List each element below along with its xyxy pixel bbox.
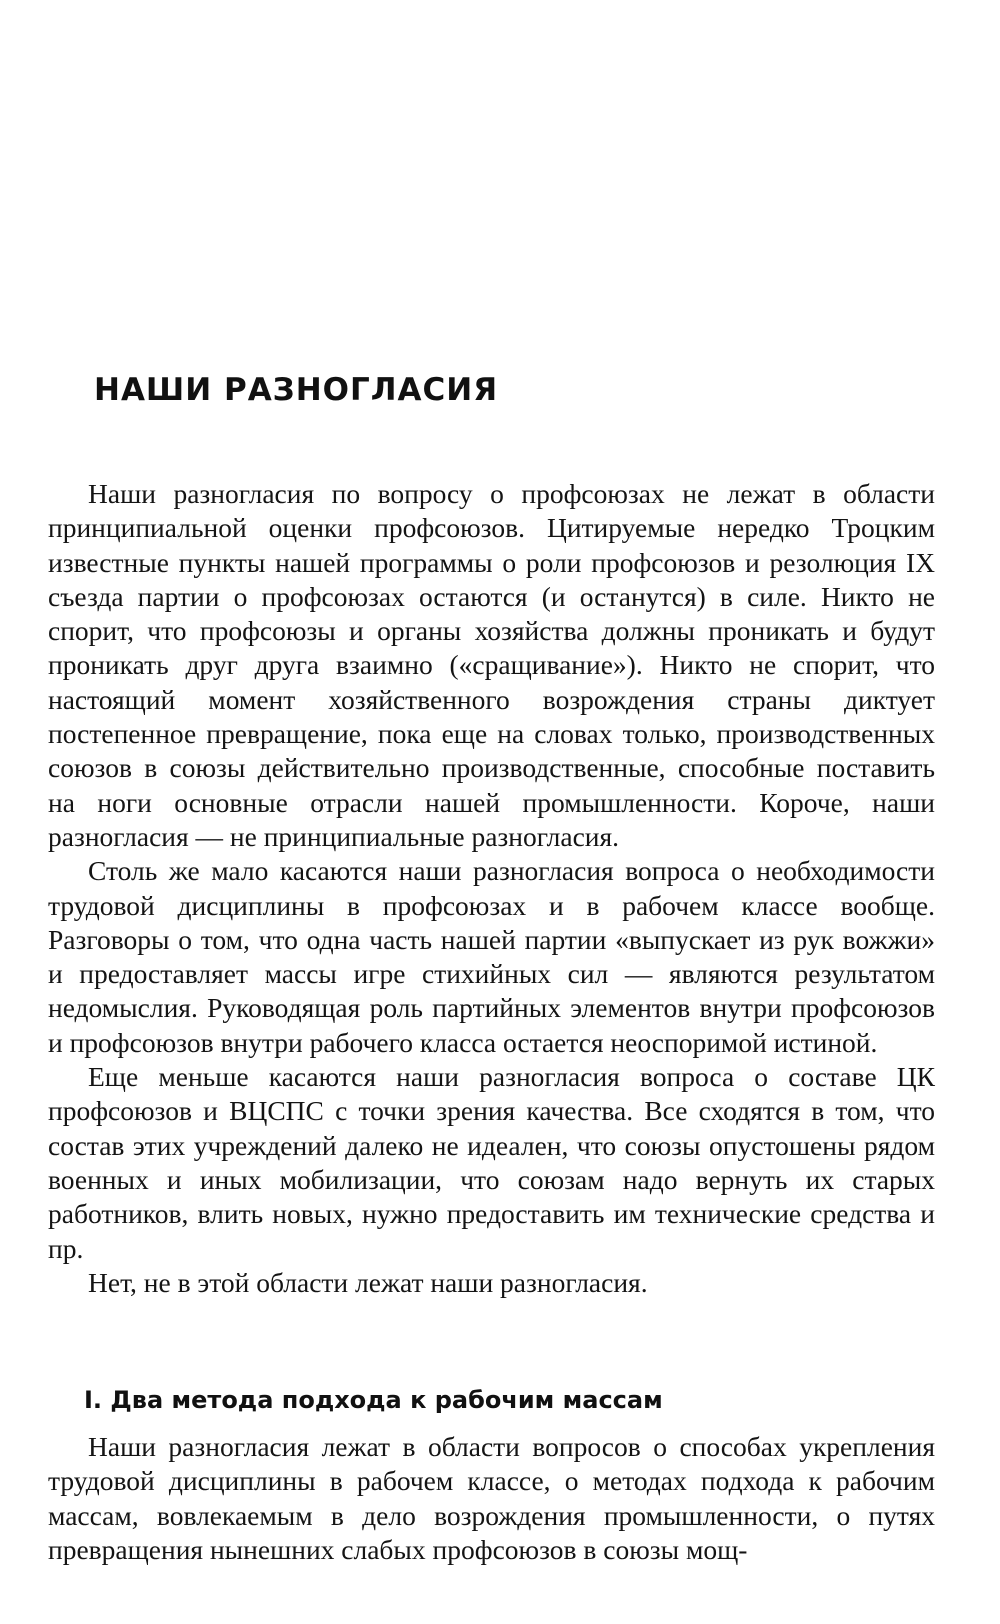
- section-text-block: [48, 1430, 935, 1567]
- chapter-title: НАШИ РАЗНОГЛАСИЯ: [94, 372, 499, 408]
- paragraph: Столь же мало касаются наши разногласия вопроса о необходимости трудовой дисциплины в профсоюзах и в рабочем классе вообще. Разговоры о том, что одна часть нашей партии «выпускает из рук вожжи» и предоставляет массы игре стихийных сил — являются результатом недомыслия. Руководящая роль партийных элементов внутри профсоюзов и профсоюзов внутри рабочего класса остается неоспоримой истиной.: [48, 855, 935, 1058]
- paragraph: Еще меньше касаются наши разногласия вопроса о составе ЦК профсоюзов и ВЦСПС с точки зрения качества. Все сходятся в том, что состав этих учреждений далеко не идеален, что союзы опустошены рядом военных и иных мобилизации, что союзам надо вернуть их старых работников, влить новых, нужно предоставить им технические средства и пр.: [48, 1061, 935, 1264]
- paragraph: Наши разногласия лежат в области вопросов о способах укрепления трудовой дисциплины в рабочем классе, о методах подхода к рабочим массам, вовлекаемым в дело возрождения промышленности, о путях превращения нынешних слабых профсоюзов в союзы мощ-: [48, 1431, 935, 1565]
- section-heading: I. Два метода подхода к рабочим массам: [84, 1386, 663, 1414]
- paragraph: Нет, не в этой области лежат наши разногласия.: [88, 1266, 648, 1298]
- paragraph: Наши разногласия по вопросу о профсоюзах не лежат в области принципиальной оценки профсоюзов. Цитируемые нередко Троцким известные пункты нашей программы о роли профсоюзов и резолюция IX съезда партии о профсоюзах остаются (и останутся) в силе. Никто не спорит, что профсоюзы и органы хозяйства должны проникать и будут проникать друг друга взаимно («сращивание»). Никто не спорит, что настоящий момент хозяйственного возрождения страны диктует постепенное превращение, пока еще на словах только, производственных союзов в союзы действительно производственные, способные поставить на ноги основные отрасли нашей промышленности. Короче, наши разногласия — не принципиальные разногласия.: [48, 478, 935, 852]
- intro-text-block: [48, 477, 935, 1300]
